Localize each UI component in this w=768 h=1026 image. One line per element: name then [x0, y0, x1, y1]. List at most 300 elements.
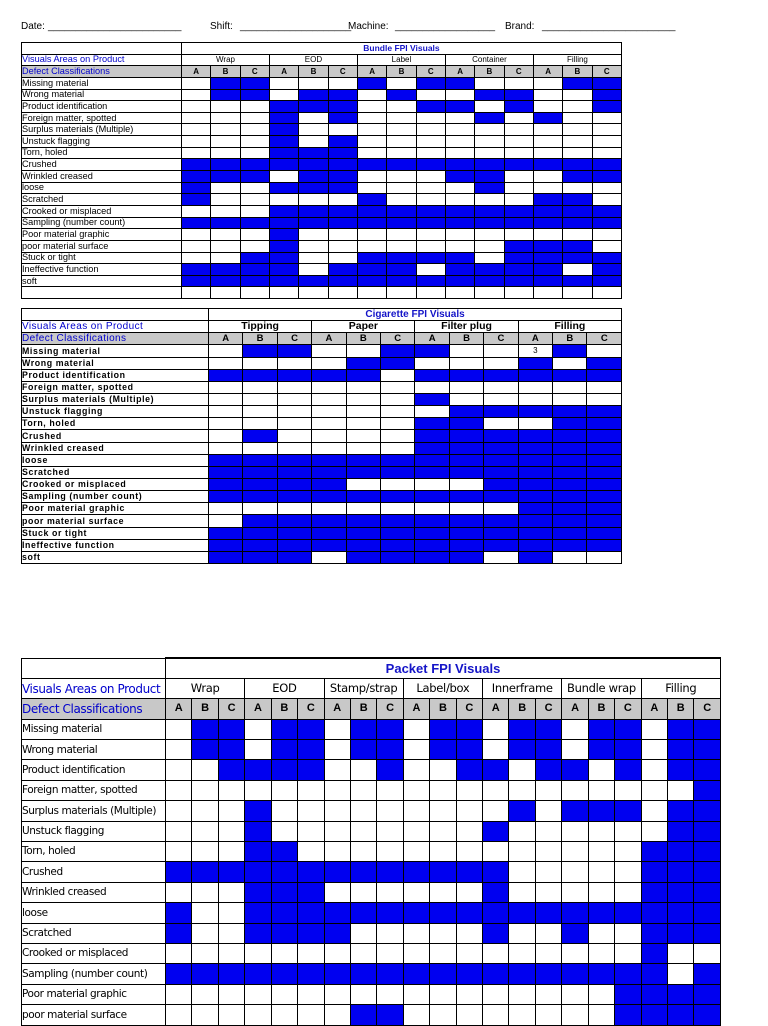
filled-cell[interactable] — [504, 275, 533, 287]
filled-cell[interactable] — [641, 1005, 667, 1025]
filled-cell[interactable] — [243, 478, 277, 490]
filled-cell[interactable] — [192, 964, 218, 984]
filled-cell[interactable] — [346, 551, 380, 563]
filled-cell[interactable] — [298, 903, 324, 923]
empty-cell[interactable] — [350, 882, 376, 902]
empty-cell[interactable] — [209, 381, 243, 393]
filled-cell[interactable] — [211, 264, 240, 276]
empty-cell[interactable] — [504, 112, 533, 124]
filled-cell[interactable] — [416, 77, 445, 89]
empty-cell[interactable] — [387, 240, 416, 252]
filled-cell[interactable] — [240, 252, 269, 264]
empty-cell[interactable] — [240, 240, 269, 252]
filled-cell[interactable] — [182, 275, 211, 287]
empty-cell[interactable] — [509, 943, 535, 963]
empty-cell[interactable] — [668, 964, 694, 984]
filled-cell[interactable] — [377, 903, 403, 923]
empty-cell[interactable] — [346, 478, 380, 490]
empty-cell[interactable] — [357, 89, 386, 101]
filled-cell[interactable] — [475, 112, 504, 124]
empty-cell[interactable] — [562, 780, 588, 800]
filled-cell[interactable] — [563, 77, 592, 89]
empty-cell[interactable] — [277, 381, 311, 393]
empty-cell[interactable] — [312, 381, 346, 393]
filled-cell[interactable] — [668, 801, 694, 821]
filled-cell[interactable] — [535, 740, 561, 760]
empty-cell[interactable] — [240, 229, 269, 241]
empty-cell[interactable] — [483, 740, 509, 760]
filled-cell[interactable] — [553, 478, 587, 490]
filled-cell[interactable] — [553, 430, 587, 442]
filled-cell[interactable] — [449, 430, 483, 442]
empty-cell[interactable] — [562, 862, 588, 882]
filled-cell[interactable] — [694, 821, 721, 841]
filled-cell[interactable] — [377, 740, 403, 760]
empty-cell[interactable] — [324, 943, 350, 963]
empty-cell[interactable] — [587, 381, 622, 393]
empty-cell[interactable] — [533, 101, 562, 113]
empty-cell[interactable] — [211, 194, 240, 206]
filled-cell[interactable] — [192, 862, 218, 882]
empty-cell[interactable] — [588, 780, 614, 800]
filled-cell[interactable] — [240, 77, 269, 89]
machine-field[interactable]: __________________ — [395, 21, 496, 32]
filled-cell[interactable] — [694, 1005, 721, 1025]
filled-cell[interactable] — [381, 539, 415, 551]
empty-cell[interactable] — [533, 77, 562, 89]
empty-cell[interactable] — [299, 252, 328, 264]
filled-cell[interactable] — [456, 740, 482, 760]
filled-cell[interactable] — [518, 491, 552, 503]
empty-cell[interactable] — [182, 101, 211, 113]
empty-cell[interactable] — [211, 240, 240, 252]
empty-cell[interactable] — [324, 780, 350, 800]
filled-cell[interactable] — [615, 903, 641, 923]
empty-cell[interactable] — [357, 136, 386, 148]
filled-cell[interactable] — [269, 252, 298, 264]
empty-cell[interactable] — [245, 780, 271, 800]
empty-cell[interactable] — [535, 943, 561, 963]
empty-cell[interactable] — [449, 345, 483, 357]
filled-cell[interactable] — [694, 923, 721, 943]
empty-cell[interactable] — [430, 882, 456, 902]
filled-cell[interactable] — [456, 760, 482, 780]
empty-cell[interactable] — [504, 124, 533, 136]
empty-cell[interactable] — [475, 287, 504, 299]
empty-cell[interactable] — [449, 381, 483, 393]
filled-cell[interactable] — [245, 801, 271, 821]
filled-cell[interactable] — [416, 252, 445, 264]
empty-cell[interactable] — [346, 345, 380, 357]
empty-cell[interactable] — [475, 147, 504, 159]
filled-cell[interactable] — [328, 217, 357, 229]
filled-cell[interactable] — [694, 760, 721, 780]
empty-cell[interactable] — [484, 503, 518, 515]
empty-cell[interactable] — [615, 943, 641, 963]
empty-cell[interactable] — [535, 821, 561, 841]
filled-cell[interactable] — [484, 491, 518, 503]
filled-cell[interactable] — [694, 964, 721, 984]
empty-cell[interactable] — [387, 101, 416, 113]
empty-cell[interactable] — [563, 229, 592, 241]
empty-cell[interactable] — [504, 136, 533, 148]
empty-cell[interactable] — [357, 112, 386, 124]
empty-cell[interactable] — [324, 740, 350, 760]
filled-cell[interactable] — [357, 159, 386, 171]
empty-cell[interactable] — [328, 252, 357, 264]
filled-cell[interactable] — [377, 760, 403, 780]
filled-cell[interactable] — [243, 369, 277, 381]
empty-cell[interactable] — [562, 842, 588, 862]
empty-cell[interactable] — [509, 923, 535, 943]
filled-cell[interactable] — [346, 369, 380, 381]
empty-cell[interactable] — [509, 780, 535, 800]
filled-cell[interactable] — [484, 527, 518, 539]
filled-cell[interactable] — [346, 527, 380, 539]
empty-cell[interactable] — [328, 240, 357, 252]
empty-cell[interactable]: 3 — [518, 345, 552, 357]
empty-cell[interactable] — [415, 357, 449, 369]
filled-cell[interactable] — [694, 984, 721, 1004]
filled-cell[interactable] — [553, 503, 587, 515]
filled-cell[interactable] — [357, 275, 386, 287]
empty-cell[interactable] — [445, 147, 474, 159]
empty-cell[interactable] — [166, 984, 192, 1004]
filled-cell[interactable] — [587, 406, 622, 418]
filled-cell[interactable] — [243, 515, 277, 527]
filled-cell[interactable] — [240, 89, 269, 101]
filled-cell[interactable] — [509, 740, 535, 760]
empty-cell[interactable] — [416, 112, 445, 124]
empty-cell[interactable] — [377, 923, 403, 943]
filled-cell[interactable] — [449, 369, 483, 381]
filled-cell[interactable] — [243, 466, 277, 478]
filled-cell[interactable] — [312, 539, 346, 551]
empty-cell[interactable] — [192, 780, 218, 800]
empty-cell[interactable] — [357, 101, 386, 113]
filled-cell[interactable] — [641, 923, 667, 943]
empty-cell[interactable] — [166, 719, 192, 739]
empty-cell[interactable] — [209, 430, 243, 442]
empty-cell[interactable] — [403, 923, 429, 943]
empty-cell[interactable] — [218, 984, 244, 1004]
filled-cell[interactable] — [269, 101, 298, 113]
filled-cell[interactable] — [271, 964, 297, 984]
filled-cell[interactable] — [587, 466, 622, 478]
filled-cell[interactable] — [509, 719, 535, 739]
filled-cell[interactable] — [553, 491, 587, 503]
empty-cell[interactable] — [277, 406, 311, 418]
empty-cell[interactable] — [430, 801, 456, 821]
filled-cell[interactable] — [615, 984, 641, 1004]
filled-cell[interactable] — [269, 136, 298, 148]
filled-cell[interactable] — [445, 252, 474, 264]
filled-cell[interactable] — [381, 345, 415, 357]
filled-cell[interactable] — [484, 454, 518, 466]
empty-cell[interactable] — [328, 124, 357, 136]
empty-cell[interactable] — [562, 882, 588, 902]
empty-cell[interactable] — [192, 923, 218, 943]
empty-cell[interactable] — [211, 229, 240, 241]
filled-cell[interactable] — [694, 882, 721, 902]
empty-cell[interactable] — [209, 515, 243, 527]
empty-cell[interactable] — [243, 381, 277, 393]
filled-cell[interactable] — [553, 515, 587, 527]
filled-cell[interactable] — [269, 124, 298, 136]
empty-cell[interactable] — [415, 406, 449, 418]
filled-cell[interactable] — [299, 89, 328, 101]
filled-cell[interactable] — [475, 275, 504, 287]
filled-cell[interactable] — [518, 357, 552, 369]
filled-cell[interactable] — [430, 740, 456, 760]
filled-cell[interactable] — [449, 442, 483, 454]
filled-cell[interactable] — [504, 89, 533, 101]
empty-cell[interactable] — [387, 229, 416, 241]
empty-cell[interactable] — [403, 821, 429, 841]
filled-cell[interactable] — [562, 801, 588, 821]
filled-cell[interactable] — [484, 369, 518, 381]
empty-cell[interactable] — [312, 406, 346, 418]
filled-cell[interactable] — [381, 551, 415, 563]
empty-cell[interactable] — [475, 194, 504, 206]
filled-cell[interactable] — [533, 205, 562, 217]
filled-cell[interactable] — [415, 539, 449, 551]
filled-cell[interactable] — [243, 527, 277, 539]
filled-cell[interactable] — [271, 923, 297, 943]
filled-cell[interactable] — [324, 923, 350, 943]
filled-cell[interactable] — [271, 903, 297, 923]
filled-cell[interactable] — [416, 275, 445, 287]
filled-cell[interactable] — [563, 159, 592, 171]
empty-cell[interactable] — [449, 503, 483, 515]
empty-cell[interactable] — [328, 194, 357, 206]
empty-cell[interactable] — [218, 821, 244, 841]
filled-cell[interactable] — [483, 862, 509, 882]
empty-cell[interactable] — [324, 984, 350, 1004]
filled-cell[interactable] — [615, 719, 641, 739]
filled-cell[interactable] — [445, 275, 474, 287]
empty-cell[interactable] — [350, 984, 376, 1004]
filled-cell[interactable] — [350, 903, 376, 923]
filled-cell[interactable] — [668, 882, 694, 902]
empty-cell[interactable] — [209, 345, 243, 357]
filled-cell[interactable] — [449, 466, 483, 478]
empty-cell[interactable] — [211, 101, 240, 113]
empty-cell[interactable] — [192, 984, 218, 1004]
filled-cell[interactable] — [271, 740, 297, 760]
filled-cell[interactable] — [588, 903, 614, 923]
empty-cell[interactable] — [641, 801, 667, 821]
filled-cell[interactable] — [312, 491, 346, 503]
filled-cell[interactable] — [553, 454, 587, 466]
filled-cell[interactable] — [277, 515, 311, 527]
empty-cell[interactable] — [445, 89, 474, 101]
empty-cell[interactable] — [475, 101, 504, 113]
empty-cell[interactable] — [166, 882, 192, 902]
empty-cell[interactable] — [445, 229, 474, 241]
empty-cell[interactable] — [298, 842, 324, 862]
empty-cell[interactable] — [350, 780, 376, 800]
empty-cell[interactable] — [182, 124, 211, 136]
filled-cell[interactable] — [615, 1005, 641, 1025]
filled-cell[interactable] — [298, 719, 324, 739]
empty-cell[interactable] — [357, 287, 386, 299]
empty-cell[interactable] — [346, 406, 380, 418]
filled-cell[interactable] — [269, 264, 298, 276]
empty-cell[interactable] — [324, 842, 350, 862]
filled-cell[interactable] — [562, 760, 588, 780]
empty-cell[interactable] — [271, 1005, 297, 1025]
filled-cell[interactable] — [668, 1005, 694, 1025]
filled-cell[interactable] — [587, 454, 622, 466]
filled-cell[interactable] — [445, 171, 474, 183]
empty-cell[interactable] — [346, 442, 380, 454]
empty-cell[interactable] — [350, 821, 376, 841]
empty-cell[interactable] — [324, 1005, 350, 1025]
empty-cell[interactable] — [615, 821, 641, 841]
filled-cell[interactable] — [449, 551, 483, 563]
empty-cell[interactable] — [271, 801, 297, 821]
empty-cell[interactable] — [518, 418, 552, 430]
filled-cell[interactable] — [416, 101, 445, 113]
filled-cell[interactable] — [350, 862, 376, 882]
empty-cell[interactable] — [240, 194, 269, 206]
filled-cell[interactable] — [277, 478, 311, 490]
filled-cell[interactable] — [592, 275, 621, 287]
filled-cell[interactable] — [445, 159, 474, 171]
empty-cell[interactable] — [641, 719, 667, 739]
filled-cell[interactable] — [387, 252, 416, 264]
empty-cell[interactable] — [483, 801, 509, 821]
filled-cell[interactable] — [312, 478, 346, 490]
empty-cell[interactable] — [324, 719, 350, 739]
filled-cell[interactable] — [415, 369, 449, 381]
empty-cell[interactable] — [592, 136, 621, 148]
filled-cell[interactable] — [312, 515, 346, 527]
empty-cell[interactable] — [415, 381, 449, 393]
empty-cell[interactable] — [166, 943, 192, 963]
filled-cell[interactable] — [415, 515, 449, 527]
filled-cell[interactable] — [277, 369, 311, 381]
filled-cell[interactable] — [483, 903, 509, 923]
filled-cell[interactable] — [430, 964, 456, 984]
filled-cell[interactable] — [387, 264, 416, 276]
empty-cell[interactable] — [535, 862, 561, 882]
empty-cell[interactable] — [535, 1005, 561, 1025]
empty-cell[interactable] — [243, 503, 277, 515]
filled-cell[interactable] — [592, 264, 621, 276]
empty-cell[interactable] — [269, 77, 298, 89]
filled-cell[interactable] — [299, 147, 328, 159]
filled-cell[interactable] — [243, 430, 277, 442]
empty-cell[interactable] — [192, 821, 218, 841]
filled-cell[interactable] — [357, 77, 386, 89]
filled-cell[interactable] — [416, 205, 445, 217]
empty-cell[interactable] — [563, 89, 592, 101]
filled-cell[interactable] — [518, 503, 552, 515]
empty-cell[interactable] — [430, 984, 456, 1004]
empty-cell[interactable] — [563, 264, 592, 276]
filled-cell[interactable] — [587, 539, 622, 551]
empty-cell[interactable] — [475, 124, 504, 136]
filled-cell[interactable] — [211, 89, 240, 101]
filled-cell[interactable] — [209, 369, 243, 381]
empty-cell[interactable] — [269, 287, 298, 299]
empty-cell[interactable] — [535, 780, 561, 800]
filled-cell[interactable] — [587, 515, 622, 527]
filled-cell[interactable] — [218, 760, 244, 780]
empty-cell[interactable] — [641, 740, 667, 760]
filled-cell[interactable] — [694, 862, 721, 882]
filled-cell[interactable] — [182, 159, 211, 171]
filled-cell[interactable] — [324, 964, 350, 984]
empty-cell[interactable] — [416, 124, 445, 136]
empty-cell[interactable] — [346, 381, 380, 393]
empty-cell[interactable] — [518, 393, 552, 405]
empty-cell[interactable] — [563, 182, 592, 194]
empty-cell[interactable] — [312, 503, 346, 515]
empty-cell[interactable] — [509, 984, 535, 1004]
filled-cell[interactable] — [484, 430, 518, 442]
empty-cell[interactable] — [387, 194, 416, 206]
empty-cell[interactable] — [533, 287, 562, 299]
filled-cell[interactable] — [350, 719, 376, 739]
filled-cell[interactable] — [483, 923, 509, 943]
filled-cell[interactable] — [416, 159, 445, 171]
empty-cell[interactable] — [430, 780, 456, 800]
filled-cell[interactable] — [504, 101, 533, 113]
empty-cell[interactable] — [456, 780, 482, 800]
filled-cell[interactable] — [518, 369, 552, 381]
empty-cell[interactable] — [518, 381, 552, 393]
empty-cell[interactable] — [166, 740, 192, 760]
empty-cell[interactable] — [218, 801, 244, 821]
filled-cell[interactable] — [240, 217, 269, 229]
filled-cell[interactable] — [484, 466, 518, 478]
empty-cell[interactable] — [504, 194, 533, 206]
filled-cell[interactable] — [484, 539, 518, 551]
empty-cell[interactable] — [245, 719, 271, 739]
empty-cell[interactable] — [218, 1005, 244, 1025]
filled-cell[interactable] — [668, 760, 694, 780]
filled-cell[interactable] — [357, 205, 386, 217]
filled-cell[interactable] — [271, 862, 297, 882]
filled-cell[interactable] — [277, 466, 311, 478]
filled-cell[interactable] — [243, 454, 277, 466]
empty-cell[interactable] — [563, 136, 592, 148]
empty-cell[interactable] — [504, 182, 533, 194]
filled-cell[interactable] — [592, 159, 621, 171]
filled-cell[interactable] — [346, 539, 380, 551]
filled-cell[interactable] — [377, 1005, 403, 1025]
empty-cell[interactable] — [456, 801, 482, 821]
filled-cell[interactable] — [668, 862, 694, 882]
empty-cell[interactable] — [588, 882, 614, 902]
empty-cell[interactable] — [243, 393, 277, 405]
empty-cell[interactable] — [377, 801, 403, 821]
filled-cell[interactable] — [587, 418, 622, 430]
empty-cell[interactable] — [245, 984, 271, 1004]
empty-cell[interactable] — [350, 943, 376, 963]
filled-cell[interactable] — [328, 275, 357, 287]
filled-cell[interactable] — [209, 491, 243, 503]
empty-cell[interactable] — [592, 147, 621, 159]
filled-cell[interactable] — [518, 515, 552, 527]
empty-cell[interactable] — [245, 943, 271, 963]
empty-cell[interactable] — [449, 478, 483, 490]
filled-cell[interactable] — [562, 903, 588, 923]
empty-cell[interactable] — [588, 760, 614, 780]
